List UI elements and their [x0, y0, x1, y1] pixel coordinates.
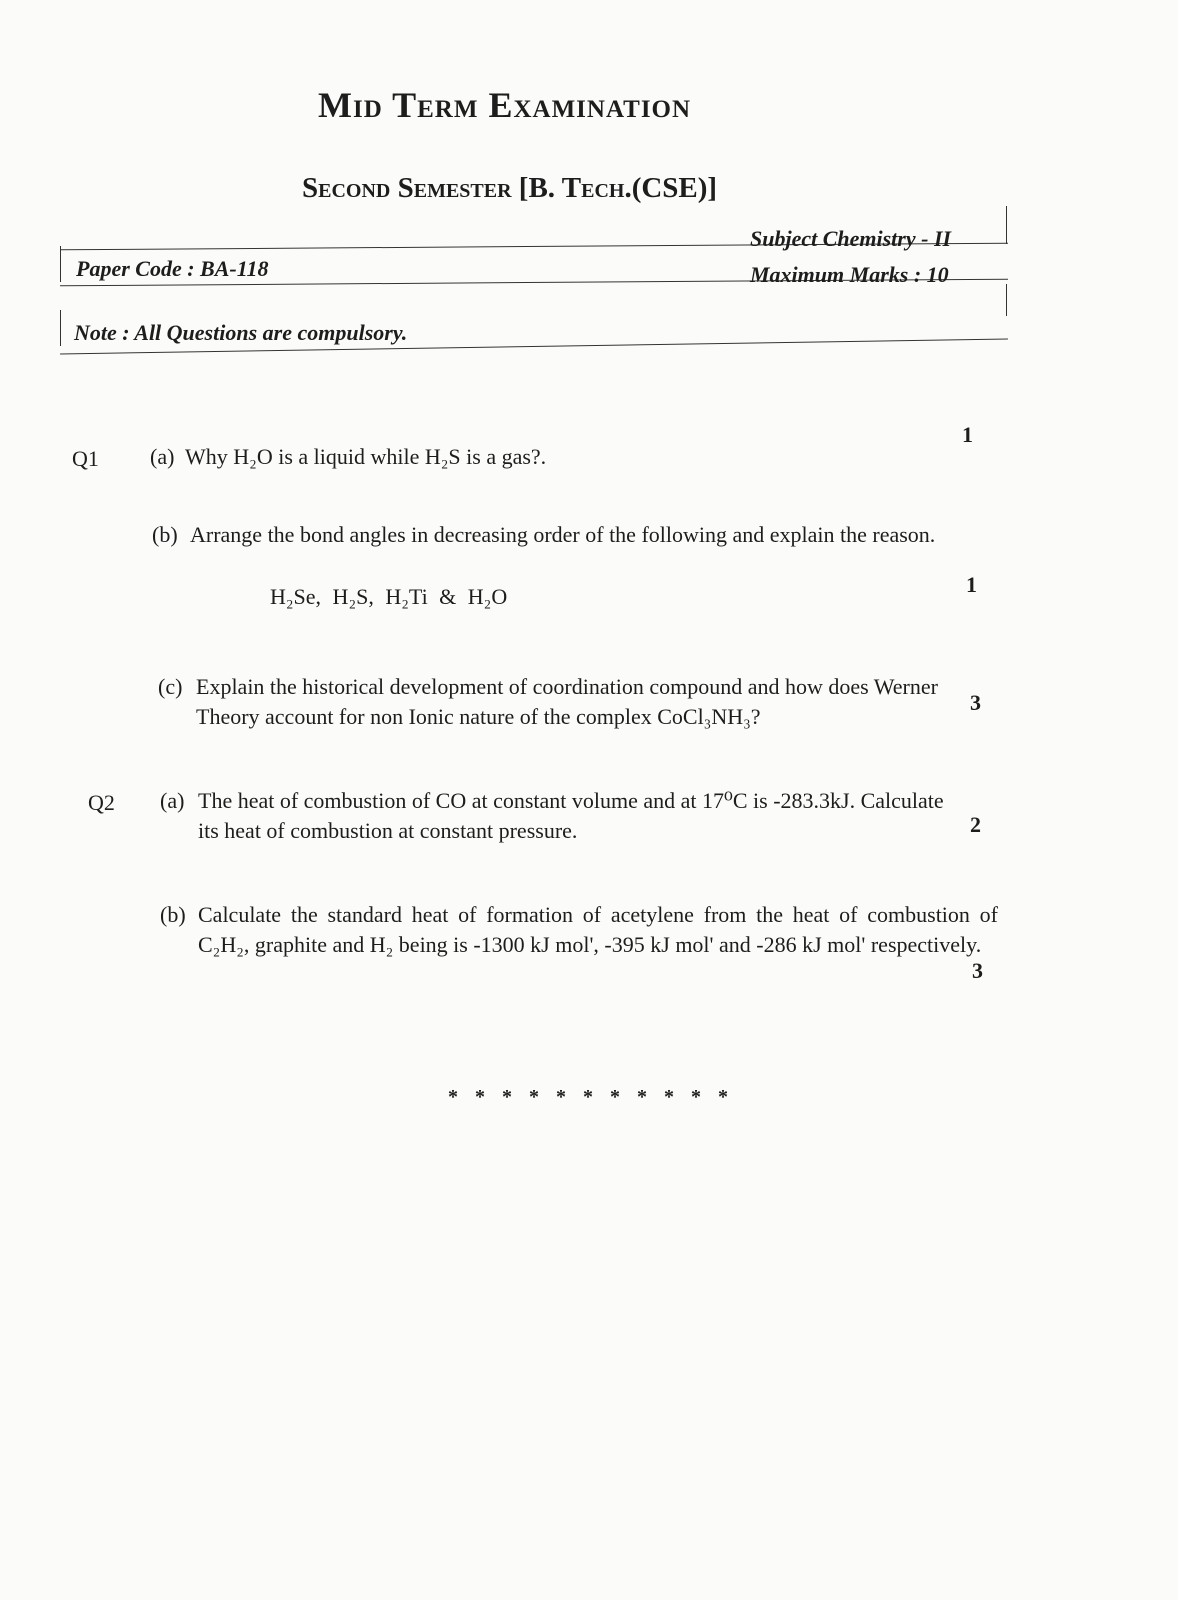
q1b-label: (b): [152, 522, 178, 547]
maximum-marks: Maximum Marks : 10: [750, 262, 949, 287]
note-box-right-line: [1006, 284, 1007, 316]
q1c-label: (c): [158, 674, 183, 699]
q1a-label: (a): [150, 444, 175, 469]
q1a-marks: 1: [962, 422, 973, 447]
q2b-marks: 3: [972, 958, 983, 983]
info-box-left-line: [60, 246, 61, 282]
q1b-text-content: Arrange the bond angles in decreasing order of the following and explain the reason.: [190, 522, 936, 547]
note-box-left-line: [60, 310, 61, 346]
q1b-text: [192, 520, 980, 550]
question-number-q1: Q1: [72, 446, 99, 471]
q2b-text: Calculate the standard heat of formation of acetylene from the heat of combustion of C₂H₂, graphite and H₂ being is -1300 kJ mol', -395 kJ mol' and -286 kJ mol' respectively.: [198, 902, 998, 957]
q1a-text: Why H₂O is a liquid while H₂S is a gas?.: [185, 444, 547, 469]
q1c-marks: 3: [970, 690, 981, 715]
subject-label: Subject Chemistry - II: [750, 226, 952, 251]
exam-title: Mid Term Examination: [318, 85, 692, 125]
info-box-right-line: [1006, 206, 1007, 244]
paper-code: Paper Code : BA-118: [76, 256, 269, 281]
q2a-label: (a): [160, 788, 185, 813]
end-of-paper-stars: * * * * * * * * * * *: [448, 1086, 734, 1108]
q2a-text: The heat of combustion of CO at constant volume and at 17⁰C is -283.3kJ. Calculate its heat of combustion at constant pressure.: [198, 788, 944, 843]
q1c-text: Explain the historical development of coordination compound and how does Werner Theory account for non Ionic nature of the complex CoCl₃NH₃?: [196, 674, 938, 729]
q2b-label: (b): [160, 902, 186, 927]
note-text: Note : All Questions are compulsory.: [74, 320, 408, 345]
q2a-marks: 2: [970, 812, 981, 837]
exam-subtitle: Second Semester [B. Tech.(CSE)]: [302, 172, 718, 204]
q1b-formula: H₂Se, H₂S, H₂Ti & H₂O: [270, 584, 508, 609]
q1b-marks: 1: [966, 572, 977, 597]
question-number-q2: Q2: [88, 790, 115, 815]
